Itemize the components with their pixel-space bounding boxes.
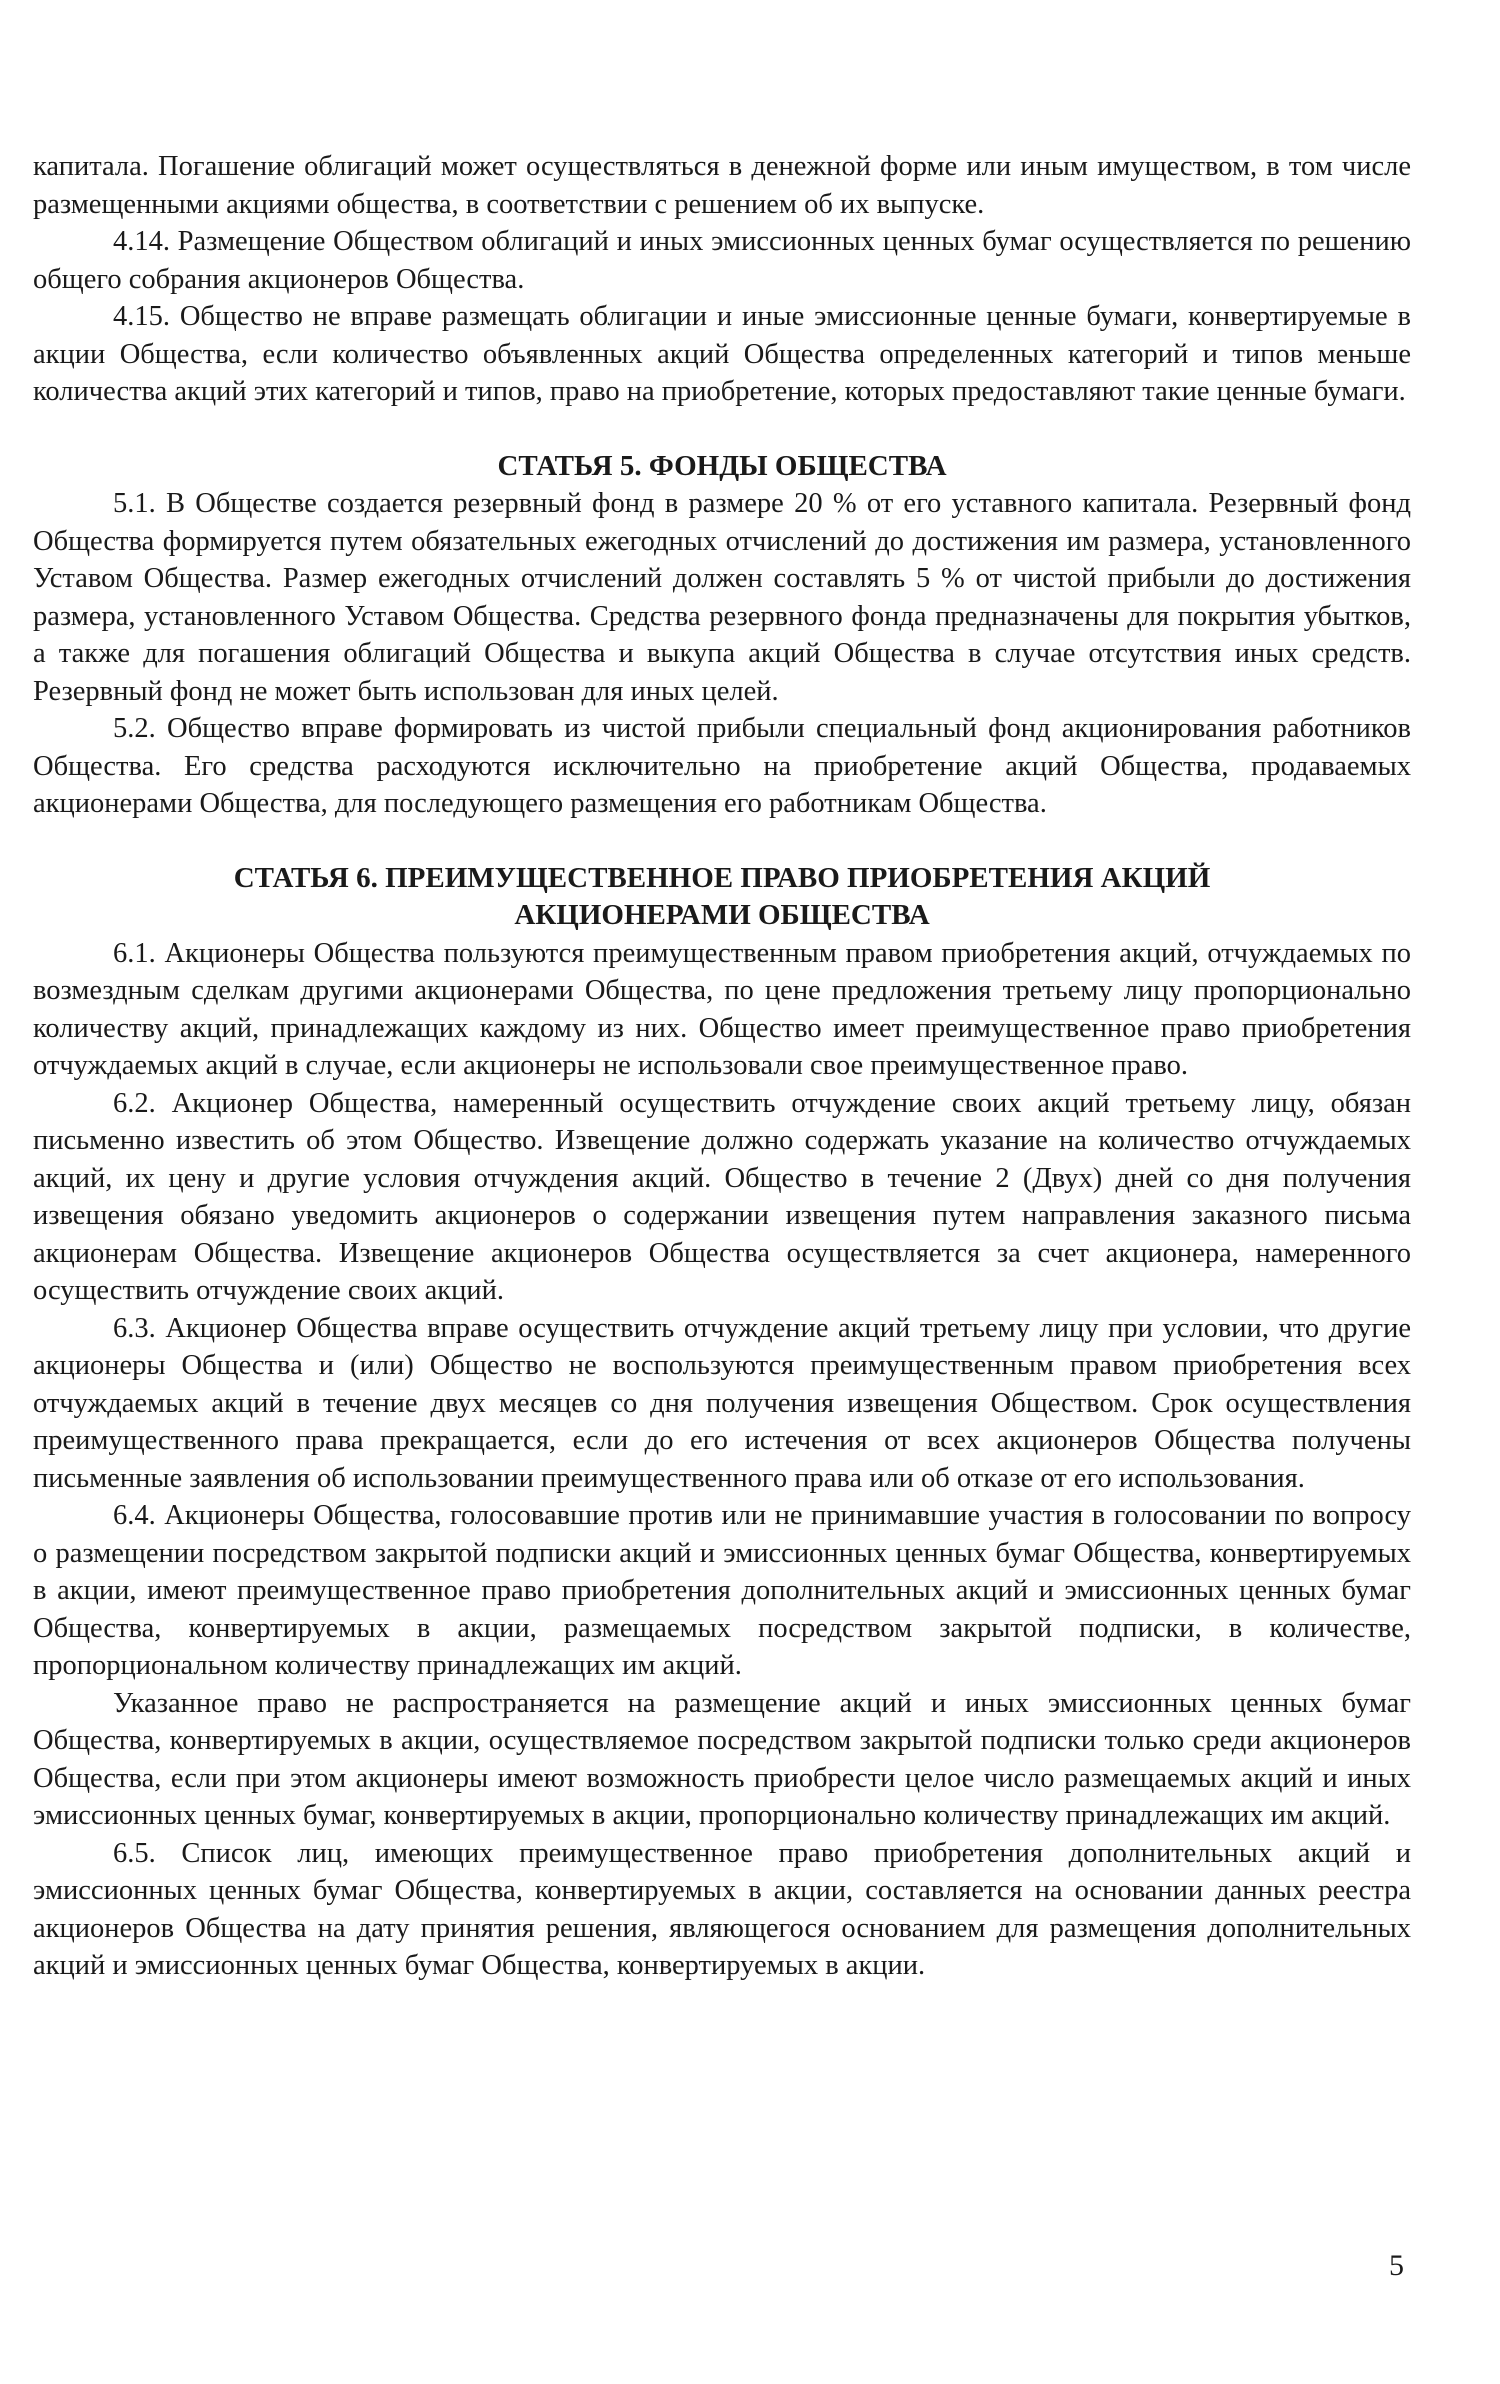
paragraph-continuation: капитала. Погашение облигаций может осуществляться в денежной форме или иным имуществом, в том числе размещенными акциями общества, в соответствии с решением об их выпуске. <box>33 151 1411 220</box>
document-page <box>33 148 1411 1985</box>
paragraph-6-4-continued: Указанное право не распространяется на размещение акций и иных эмиссионных ценных бумаг Общества, конвертируемых в акции, осуществляемое посредством закрытой подписки только среди акционеров Общества, если при этом акционеры имеют возможность приобрести целое число размещаемых акций и иных эмиссионных ценных бумаг, конвертируемых в акции, пропорционально количеству принадлежащих им акций. <box>33 1687 1411 1831</box>
paragraph-5-2: 5.2. Общество вправе формировать из чистой прибыли специальный фонд акционирования работников Общества. Его средства расходуются исключительно на приобретение акций Общества, продаваемых акционерами Общества, для последующего размещения его работникам Общества. <box>33 713 1411 819</box>
paragraph-6-1: 6.1. Акционеры Общества пользуются преимущественным правом приобретения акций, отчуждаемых по возмездным сделкам другими акционерами Общества, по цене предложения третьему лицу пропорционально количеству акций, принадлежащих каждому из них. Общество имеет преимущественное право приобретения отчуждаемых акций в случае, если акционеры не использовали свое преимущественное право. <box>33 937 1411 1081</box>
paragraph-5-1: 5.1. В Обществе создается резервный фонд в размере 20 % от его уставного капитала. Резервный фонд Общества формируется путем обязательных ежегодных отчислений до достижения им размера, установленного Уставом Общества. Размер ежегодных отчислений должен составлять 5 % от чистой прибыли до достижения размера, установленного Уставом Общества. Средства резервного фонда предназначены для покрытия убытков, а также для погашения облигаций Общества и выкупа акций Общества в случае отсутствия иных средств. Резервный фонд не может быть использован для иных целей. <box>33 488 1411 707</box>
paragraph-6-3: 6.3. Акционер Общества вправе осуществить отчуждение акций третьему лицу при условии, что другие акционеры Общества и (или) Общество не воспользуются преимущественным правом приобретения всех отчуждаемых акций в течение двух месяцев со дня получения извещения Обществом. Срок осуществления преимущественного права прекращается, если до его истечения от всех акционеров Общества получены письменные заявления об использовании преимущественного права или об отказе от его использования. <box>33 1312 1411 1494</box>
article-6-heading <box>33 860 1411 935</box>
paragraph-6-4: 6.4. Акционеры Общества, голосовавшие против или не принимавшие участия в голосовании по вопросу о размещении посредством закрытой подписки акций и эмиссионных ценных бумаг Общества, конвертируемых в акции, имеют преимущественное право приобретения дополнительных акций и эмиссионных ценных бумаг Общества, конвертируемых в акции, размещаемых посредством закрытой подписки, в количестве, пропорциональном количеству принадлежащих им акций. <box>33 1500 1411 1681</box>
article-5-heading: СТАТЬЯ 5. ФОНДЫ ОБЩЕСТВА <box>497 449 947 482</box>
article-6-heading-line-2: АКЦИОНЕРАМИ ОБЩЕСТВА <box>514 899 930 931</box>
paragraph-4-14: 4.14. Размещение Обществом облигаций и иных эмиссионных ценных бумаг осуществляется по решению общего собрания акционеров Общества. <box>33 226 1411 295</box>
paragraph-6-2: 6.2. Акционер Общества, намеренный осуществить отчуждение своих акций третьему лицу, обязан письменно известить об этом Общество. Извещение должно содержать указание на количество отчуждаемых акций, их цену и другие условия отчуждения акций. Общество в течение 2 (Двух) дней со дня получения извещения обязано уведомить акционеров о содержании извещения путем направления заказного письма акционерам Общества. Извещение акционеров Общества осуществляется за счет акционера, намеренного осуществить отчуждение своих акций. <box>33 1087 1411 1306</box>
page-number: 5 <box>1389 2249 1404 2282</box>
paragraph-4-15: 4.15. Общество не вправе размещать облигации и иные эмиссионные ценные бумаги, конвертируемые в акции Общества, если количество объявленных акций Общества определенных категорий и типов меньше количества акций этих категорий и типов, право на приобретение, которых предоставляют такие ценные бумаги. <box>33 301 1411 407</box>
paragraph-6-5: 6.5. Список лиц, имеющих преимущественное право приобретения дополнительных акций и эмиссионных ценных бумаг Общества, конвертируемых в акции, составляется на основании данных реестра акционеров Общества на дату принятия решения, являющегося основанием для размещения дополнительных акций и эмиссионных ценных бумаг Общества, конвертируемых в акции. <box>33 1837 1411 1981</box>
article-6-heading-line-1: СТАТЬЯ 6. ПРЕИМУЩЕСТВЕННОЕ ПРАВО ПРИОБРЕТЕНИЯ АКЦИЙ <box>233 861 1211 894</box>
